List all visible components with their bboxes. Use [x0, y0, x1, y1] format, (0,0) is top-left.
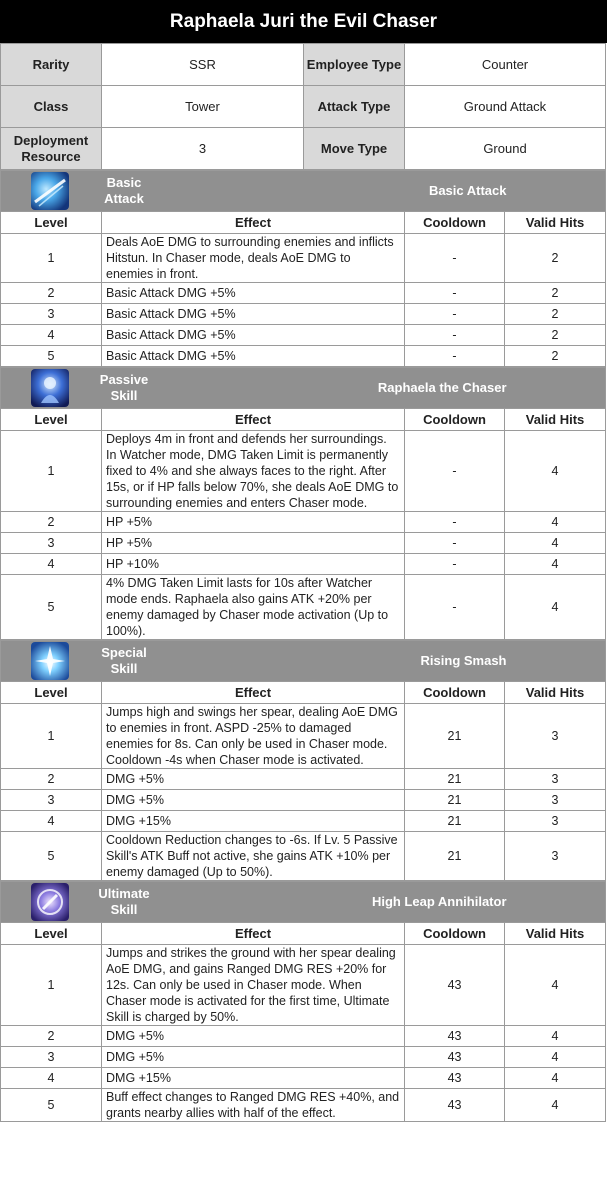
info-value: Ground [405, 128, 606, 170]
cooldown-cell: - [405, 512, 505, 533]
effect-cell: HP +10% [102, 554, 405, 575]
valid-hits-cell: 2 [505, 325, 606, 346]
info-label: Attack Type [304, 86, 405, 128]
column-header-row [1, 212, 606, 234]
effect-cell: Basic Attack DMG +5% [102, 283, 405, 304]
column-header-row [1, 409, 606, 431]
effect-cell: DMG +5% [102, 769, 405, 790]
level-cell: 1 [1, 704, 102, 769]
level-cell: 3 [1, 533, 102, 554]
skill-name: High Leap Annihilator [371, 894, 507, 909]
table-row [1, 346, 606, 367]
skill-header [1, 171, 606, 212]
table-row [1, 533, 606, 554]
effect-cell: Jumps high and swings her spear, dealing AoE DMG to enemies in front. ASPD -25% to damaged enemies for 8s. Can only be used in Chaser mode. Cooldown -4s when Chaser mode is activated. [102, 704, 405, 769]
column-level: Level [1, 212, 102, 234]
valid-hits-cell: 4 [505, 575, 606, 640]
effect-cell: DMG +5% [102, 1047, 405, 1068]
level-cell: 1 [1, 234, 102, 283]
cooldown-cell: 43 [405, 1068, 505, 1089]
cooldown-cell: 43 [405, 1047, 505, 1068]
level-cell: 4 [1, 554, 102, 575]
table-row [1, 1089, 606, 1122]
table-row [1, 945, 606, 1026]
column-level: Level [1, 409, 102, 431]
cooldown-cell: - [405, 346, 505, 367]
effect-cell: Deploys 4m in front and defends her surroundings. In Watcher mode, DMG Taken Limit is permanently fixed to 4% and she always faces to the right. After 15s, or if HP falls below 70%, she deals AoE DMG to surrounding enemies and enters Chaser mode. [102, 431, 405, 512]
level-cell: 3 [1, 1047, 102, 1068]
effect-cell: DMG +15% [102, 1068, 405, 1089]
info-value: 3 [102, 128, 304, 170]
skill-name: Rising Smash [420, 653, 507, 668]
table-row [1, 1026, 606, 1047]
table-row [1, 283, 606, 304]
effect-cell: Jumps and strikes the ground with her spear dealing AoE DMG, and gains Ranged DMG RES +20% for 12s. Can only be used in Chaser mode. When Chaser mode is activated for the first time, Ultimate Skill is charged by 50%. [102, 945, 405, 1026]
level-cell: 5 [1, 1089, 102, 1122]
cooldown-cell: 21 [405, 832, 505, 881]
level-cell: 4 [1, 1068, 102, 1089]
cooldown-cell: - [405, 325, 505, 346]
effect-cell: HP +5% [102, 533, 405, 554]
valid-hits-cell: 4 [505, 554, 606, 575]
table-row [1, 790, 606, 811]
column-valid-hits: Valid Hits [505, 923, 606, 945]
level-cell: 4 [1, 811, 102, 832]
level-cell: 3 [1, 304, 102, 325]
special-skill-icon [31, 642, 69, 680]
valid-hits-cell: 2 [505, 234, 606, 283]
column-valid-hits: Valid Hits [505, 409, 606, 431]
cooldown-cell: - [405, 575, 505, 640]
valid-hits-cell: 3 [505, 832, 606, 881]
skill-table [0, 170, 606, 367]
skill-name: Raphaela the Chaser [377, 380, 507, 395]
level-cell: 5 [1, 346, 102, 367]
column-level: Level [1, 923, 102, 945]
skill-header [1, 882, 606, 923]
basic-attack-icon [31, 172, 69, 210]
info-value: SSR [102, 44, 304, 86]
level-cell: 3 [1, 790, 102, 811]
cooldown-cell: 43 [405, 1089, 505, 1122]
cooldown-cell: - [405, 431, 505, 512]
column-level: Level [1, 682, 102, 704]
effect-cell: Basic Attack DMG +5% [102, 346, 405, 367]
level-cell: 2 [1, 1026, 102, 1047]
column-effect: Effect [102, 682, 405, 704]
table-row [1, 234, 606, 283]
cooldown-cell: 21 [405, 811, 505, 832]
level-cell: 2 [1, 769, 102, 790]
level-cell: 2 [1, 512, 102, 533]
skill-category: Ultimate Skill [98, 886, 150, 917]
skill-header-left [1, 368, 507, 409]
level-cell: 4 [1, 325, 102, 346]
effect-cell: Basic Attack DMG +5% [102, 325, 405, 346]
column-effect: Effect [102, 212, 405, 234]
effect-cell: DMG +5% [102, 1026, 405, 1047]
skill-header [1, 368, 606, 409]
cooldown-cell: 21 [405, 704, 505, 769]
valid-hits-cell: 2 [505, 304, 606, 325]
info-label: Class [1, 86, 102, 128]
info-value: Tower [102, 86, 304, 128]
effect-cell: Deals AoE DMG to surrounding enemies and inflicts Hitstun. In Chaser mode, deals AoE DMG to enemies in front. [102, 234, 405, 283]
info-row [1, 44, 606, 86]
column-effect: Effect [102, 409, 405, 431]
skill-header-left [1, 882, 507, 923]
cooldown-cell: - [405, 283, 505, 304]
skill-name: Basic Attack [428, 183, 507, 198]
info-label: Rarity [1, 44, 102, 86]
effect-cell: DMG +15% [102, 811, 405, 832]
skill-table [0, 640, 606, 881]
skill-category: Passive Skill [99, 372, 149, 403]
table-row [1, 1047, 606, 1068]
table-row [1, 512, 606, 533]
column-cooldown: Cooldown [405, 409, 505, 431]
valid-hits-cell: 4 [505, 512, 606, 533]
level-cell: 1 [1, 431, 102, 512]
effect-cell: 4% DMG Taken Limit lasts for 10s after Watcher mode ends. Raphaela also gains ATK +20% per enemy damaged by Chaser mode activation (Up to 100%). [102, 575, 405, 640]
column-header-row [1, 923, 606, 945]
cooldown-cell: - [405, 533, 505, 554]
cooldown-cell: 43 [405, 1026, 505, 1047]
valid-hits-cell: 2 [505, 346, 606, 367]
valid-hits-cell: 3 [505, 811, 606, 832]
column-valid-hits: Valid Hits [505, 212, 606, 234]
info-label: Deployment Resource [1, 128, 102, 170]
valid-hits-cell: 3 [505, 704, 606, 769]
passive-skill-icon [31, 369, 69, 407]
table-row [1, 769, 606, 790]
level-cell: 2 [1, 283, 102, 304]
table-row [1, 811, 606, 832]
valid-hits-cell: 4 [505, 1089, 606, 1122]
valid-hits-cell: 4 [505, 431, 606, 512]
level-cell: 5 [1, 575, 102, 640]
page-title: Raphaela Juri the Evil Chaser [0, 0, 607, 43]
skill-category: Basic Attack [104, 175, 144, 206]
table-row [1, 704, 606, 769]
table-row [1, 832, 606, 881]
info-row [1, 86, 606, 128]
valid-hits-cell: 3 [505, 790, 606, 811]
skill-header-left [1, 641, 507, 682]
column-header-row [1, 682, 606, 704]
table-row [1, 1068, 606, 1089]
table-row [1, 554, 606, 575]
info-value: Counter [405, 44, 606, 86]
skill-header-left [1, 171, 507, 212]
valid-hits-cell: 4 [505, 1026, 606, 1047]
effect-cell: Cooldown Reduction changes to -6s. If Lv. 5 Passive Skill's ATK Buff not active, she gains ATK +10% per enemy damaged (Up to 50%). [102, 832, 405, 881]
level-cell: 5 [1, 832, 102, 881]
cooldown-cell: 21 [405, 769, 505, 790]
valid-hits-cell: 4 [505, 1047, 606, 1068]
table-row [1, 575, 606, 640]
valid-hits-cell: 4 [505, 533, 606, 554]
cooldown-cell: - [405, 304, 505, 325]
column-effect: Effect [102, 923, 405, 945]
table-row [1, 431, 606, 512]
table-row [1, 304, 606, 325]
cooldown-cell: - [405, 554, 505, 575]
ultimate-skill-icon [31, 883, 69, 921]
cooldown-cell: 43 [405, 945, 505, 1026]
effect-cell: Basic Attack DMG +5% [102, 304, 405, 325]
table-row [1, 325, 606, 346]
valid-hits-cell: 4 [505, 1068, 606, 1089]
effect-cell: Buff effect changes to Ranged DMG RES +40%, and grants nearby allies with half of the effect. [102, 1089, 405, 1122]
info-label: Employee Type [304, 44, 405, 86]
valid-hits-cell: 2 [505, 283, 606, 304]
info-table [0, 43, 606, 170]
info-label: Move Type [304, 128, 405, 170]
valid-hits-cell: 3 [505, 769, 606, 790]
info-value: Ground Attack [405, 86, 606, 128]
level-cell: 1 [1, 945, 102, 1026]
skills-container [0, 170, 607, 1122]
column-cooldown: Cooldown [405, 682, 505, 704]
column-cooldown: Cooldown [405, 923, 505, 945]
info-row [1, 128, 606, 170]
effect-cell: DMG +5% [102, 790, 405, 811]
column-cooldown: Cooldown [405, 212, 505, 234]
column-valid-hits: Valid Hits [505, 682, 606, 704]
cooldown-cell: - [405, 234, 505, 283]
cooldown-cell: 21 [405, 790, 505, 811]
valid-hits-cell: 4 [505, 945, 606, 1026]
effect-cell: HP +5% [102, 512, 405, 533]
skill-table [0, 881, 606, 1122]
skill-header [1, 641, 606, 682]
skill-table [0, 367, 606, 640]
skill-category: Special Skill [101, 645, 147, 676]
